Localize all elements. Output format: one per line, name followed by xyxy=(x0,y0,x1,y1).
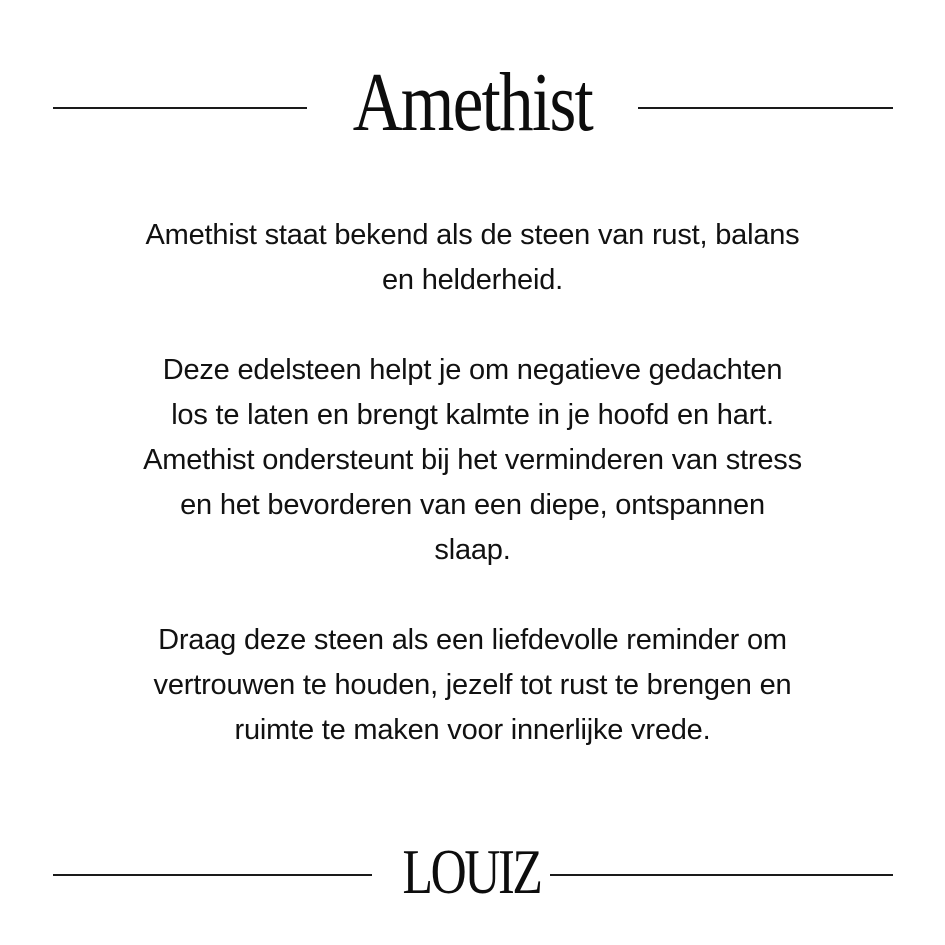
brand-logo: LOUIZ xyxy=(402,836,541,907)
text-line: los te laten en brengt kalmte in je hoofd en hart. xyxy=(171,399,774,431)
text-line: ruimte te maken voor innerlijke vrede. xyxy=(234,714,711,746)
description xyxy=(40,213,905,798)
page-title: Amethist xyxy=(352,56,593,149)
text-line: en helderheid. xyxy=(381,264,563,296)
text-line: Draag deze steen als een liefdevolle reminder om xyxy=(158,624,787,656)
text-line: en het bevorderen van een diepe, ontspannen xyxy=(180,489,765,521)
brand-rule-right xyxy=(550,874,893,876)
paragraph-reminder xyxy=(40,618,905,753)
text-line: Amethist staat bekend als de steen van rust, balans xyxy=(145,219,800,251)
text-line: slaap. xyxy=(434,534,511,566)
paragraph-intro xyxy=(40,213,905,303)
text-line: Amethist ondersteunt bij het verminderen van stress xyxy=(143,444,802,476)
text-line: Deze edelsteen helpt je om negatieve gedachten xyxy=(162,354,783,386)
paragraph-benefits xyxy=(40,348,905,573)
text-line: vertrouwen te houden, jezelf tot rust te brengen en xyxy=(153,669,792,701)
title-rule-right xyxy=(638,107,893,109)
